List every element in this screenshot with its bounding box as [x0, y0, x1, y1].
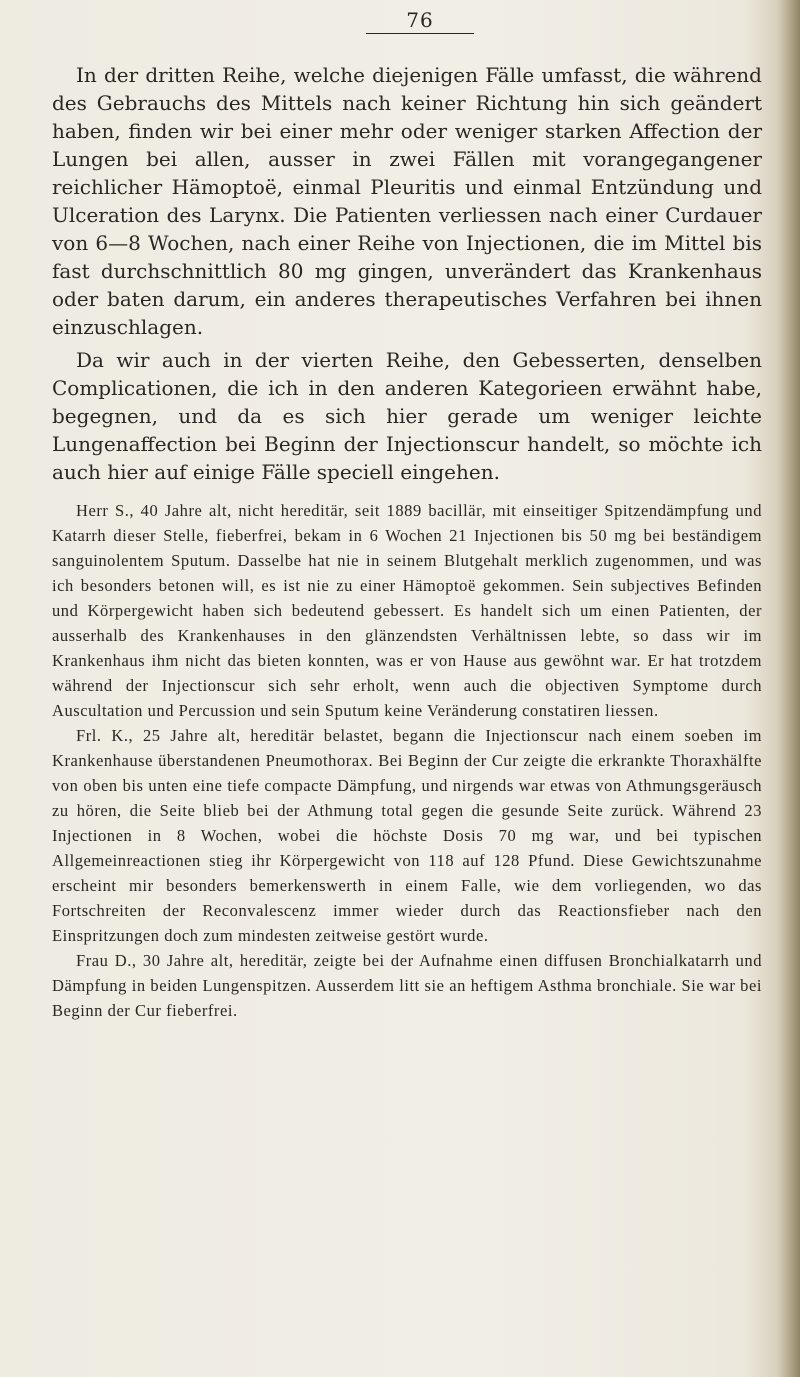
page-body: [52, 61, 762, 1023]
paragraph-fourth-series: Da wir auch in der vierten Reihe, den Gebesserten, denselben Complicationen, die ich in den anderen Kategorieen erwähnt habe, begegnen, und da es sich hier gerade um weniger leichte Lungenaffection bei Beginn der Injectionscur handelt, so möchte ich auch hier auf einige Fälle speciell eingehen.: [52, 348, 762, 484]
case-report-frau-d: Frau D., 30 Jahre alt, hereditär, zeigte bei der Aufnahme einen diffusen Bronchialkatarrh und Dämpfung in beiden Lungenspitzen. Ausserdem litt sie an heftigem Asthma bronchiale. Sie war bei Beginn der Cur fieberfrei.: [52, 951, 762, 1020]
case-reports-section: [52, 498, 762, 1023]
paragraph-third-series: In der dritten Reihe, welche diejenigen Fälle umfasst, die während des Gebrauchs des Mittels nach keiner Richtung hin sich geändert haben, finden wir bei einer mehr oder weniger starken Affection der Lungen bei allen, ausser in zwei Fällen mit vorangegangener reichlicher Hämoptoë, einmal Pleuritis und einmal Entzündung und Ulceration des Larynx. Die Patienten verliessen nach einer Curdauer von 6—8 Wochen, nach einer Reihe von Injectionen, die im Mittel bis fast durchschnittlich 80 mg gingen, unverändert das Krankenhaus oder baten darum, ein anderes therapeutisches Verfahren bei ihnen einzuschlagen.: [52, 63, 762, 339]
page-edge-shadow: [778, 0, 800, 1377]
case-report-frl-k: Frl. K., 25 Jahre alt, hereditär belastet, begann die Injectionscur nach einem soeben im Krankenhause überstandenen Pneumothorax. Bei Beginn der Cur zeigte die erkrankte Thoraxhälfte von oben bis unten eine tiefe compacte Dämpfung, und nirgends war etwas von Athmungsgeräusch zu hören, die Seite blieb bei der Athmung total gegen die gesunde Seite zurück. Während 23 Injectionen in 8 Wochen, wobei die höchste Dosis 70 mg war, und bei typischen Allgemeinreactionen stieg ihr Körpergewicht von 118 auf 128 Pfund. Diese Gewichtszunahme erscheint mir besonders bemerkenswerth in einem Falle, wie dem vorliegenden, wo das Fortschreiten der Reconvalescenz immer wieder durch das Reactionsfieber nach den Einspritzungen doch zum mindesten zeitweise gestört wurde.: [52, 726, 762, 945]
case-report-herr-s: Herr S., 40 Jahre alt, nicht hereditär, seit 1889 bacillär, mit einseitiger Spitzendämpfung und Katarrh dieser Stelle, fieberfrei, bekam in 6 Wochen 21 Injectionen bis 50 mg bei beständigem sanguinolentem Sputum. Dasselbe hat nie in seinem Blutgehalt merklich zugenommen, und was ich besonders betonen will, es ist nie zu einer Hämoptoë gekommen. Sein subjectives Befinden und Körpergewicht haben sich bedeutend gebessert. Es handelt sich um einen Patienten, der ausserhalb des Krankenhauses in den glänzendsten Verhältnissen lebte, so dass wir im Krankenhaus ihm nicht das bieten konnten, was er von Hause aus gewöhnt war. Er hat trotzdem während der Injectionscur sich sehr erholt, wenn auch die objectiven Symptome durch Auscultation und Percussion und sein Sputum keine Veränderung constatiren liessen.: [52, 501, 762, 720]
page-number: [0, 8, 800, 34]
main-text-section: [52, 61, 762, 486]
page-number-text: 76: [366, 8, 473, 34]
